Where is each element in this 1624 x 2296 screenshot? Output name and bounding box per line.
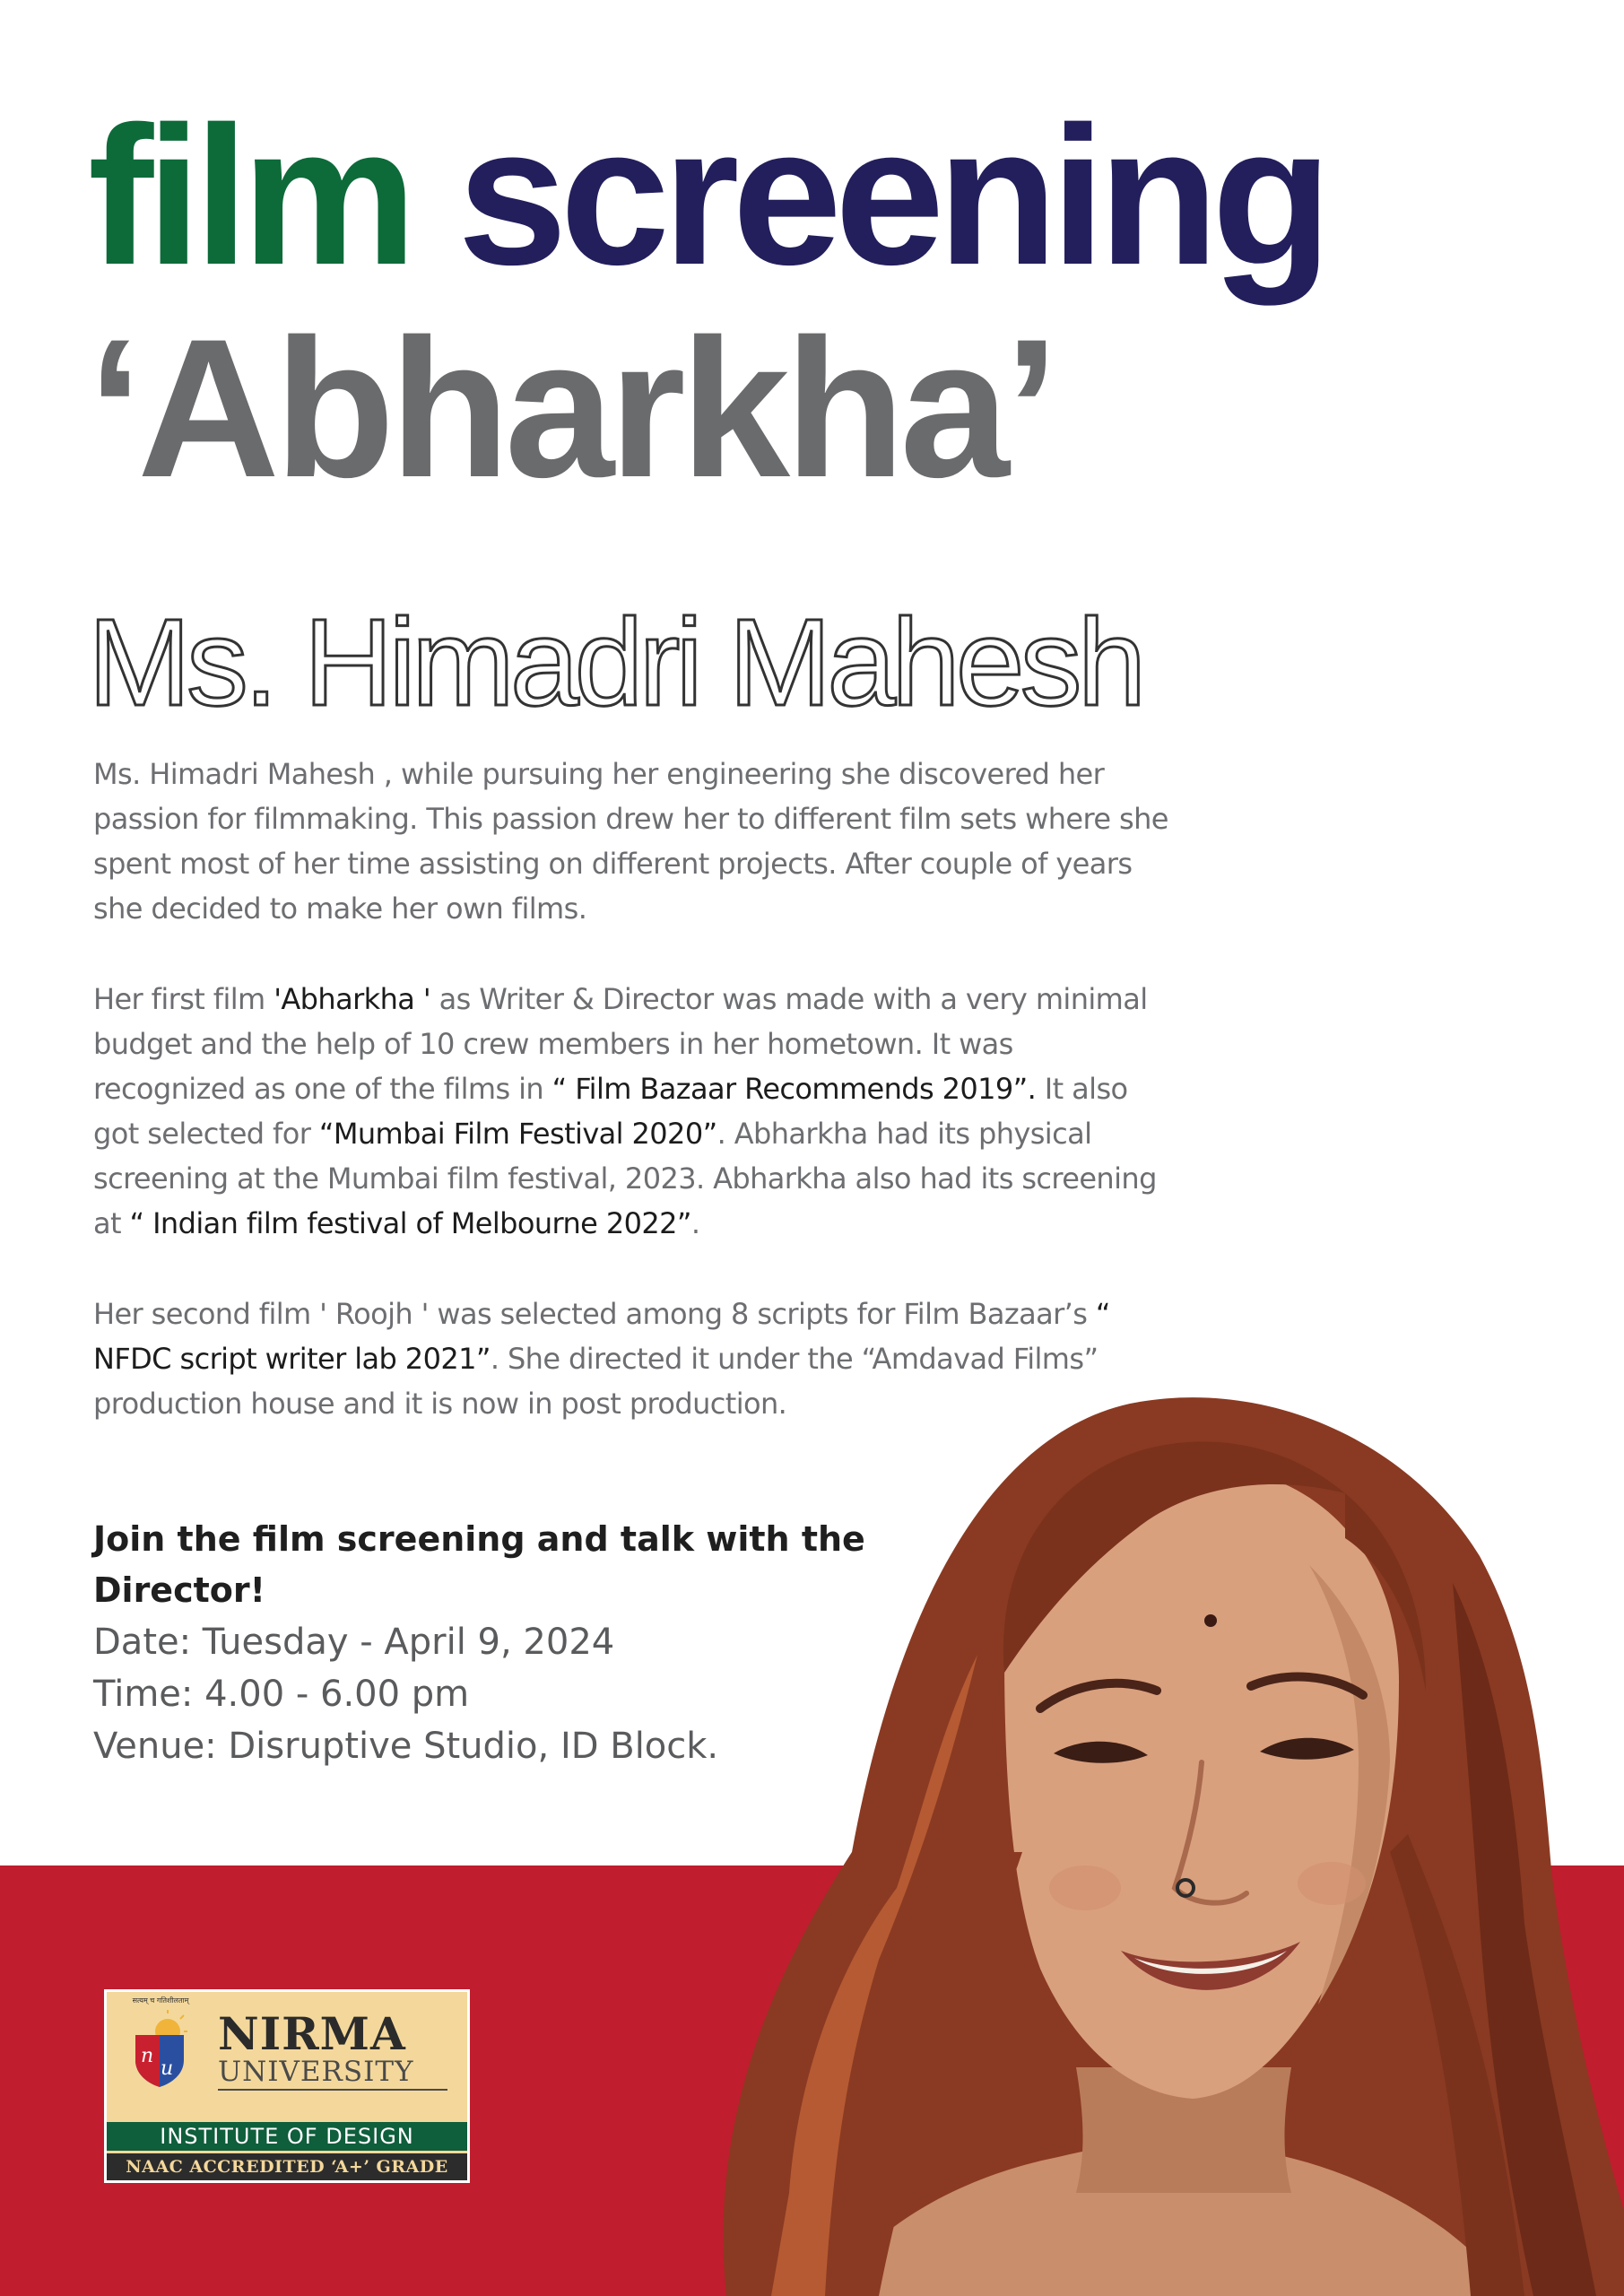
bio-paragraph-2 <box>93 977 1169 1246</box>
award-nfdc-lab: “ NFDC script writer lab 2021” <box>93 1297 1110 1376</box>
bio-text: as Writer & Director was made with a very minimal budget and the help of 10 crew members in her hometown. It was recognized as one of the films in <box>93 982 1148 1106</box>
title-word-screening: screening <box>457 85 1325 306</box>
logo-divider <box>218 2089 447 2091</box>
bio-text: . <box>690 1206 700 1240</box>
film-name: ‘Abharkha’ <box>88 298 1054 518</box>
director-portrait <box>502 1386 1624 2296</box>
svg-text:u: u <box>161 2057 174 2080</box>
logo-institute-of-design: INSTITUTE OF DESIGN <box>107 2122 467 2151</box>
logo-naac-accreditation: NAAC ACCREDITED ‘A+’ GRADE <box>107 2153 467 2180</box>
award-melbourne-festival: “ Indian film festival of Melbourne 2022” <box>129 1206 691 1240</box>
shield-emblem-icon <box>132 2010 187 2087</box>
bio-paragraph-1: Ms. Himadri Mahesh , while pursuing her engineering she discovered her passion for filmmaking. This passion drew her to different film sets where she spent most of her time assisting on different projects. After couple of years she decided to make her own films. <box>93 757 1168 926</box>
film-title-abharkha: 'Abharkha ' <box>274 982 431 1016</box>
bio-text: . She directed it under the “Amdavad Films” production house and it is now in post production. <box>93 1342 1099 1421</box>
poster-title <box>88 85 1325 306</box>
director-name: Ms. Himadri Mahesh <box>88 594 1142 732</box>
bio-text: Her second film ' Roojh ' was selected among 8 scripts for Film Bazaar’s <box>93 1297 1096 1331</box>
event-venue: Venue: Disruptive Studio, ID Block. <box>93 1726 719 1767</box>
award-mumbai-film-festival: “Mumbai Film Festival 2020” <box>318 1117 717 1151</box>
event-date: Date: Tuesday - April 9, 2024 <box>93 1622 615 1663</box>
bio-text: Her first film <box>93 982 274 1016</box>
title-word-film: film <box>88 85 411 306</box>
logo-university-text: UNIVERSITY <box>218 2056 414 2088</box>
logo-nirma-text: NIRMA <box>218 2007 406 2060</box>
bio-text: It also got selected for <box>93 1072 1128 1151</box>
event-time: Time: 4.00 - 6.00 pm <box>93 1674 470 1715</box>
nirma-university-logo <box>104 1989 470 2183</box>
logo-motto: सत्यम् च गतिशीलताम् <box>132 1996 189 2005</box>
call-to-action: Join the film screening and talk with the Director! <box>93 1519 865 1610</box>
svg-text:n: n <box>141 2045 154 2067</box>
bio-text: . Abharkha had its physical screening at the Mumbai film festival, 2023. Abharkha also had its screening at <box>93 1117 1157 1240</box>
logo-panel <box>107 1992 467 2180</box>
award-film-bazaar: “ Film Bazaar Recommends 2019”. <box>551 1072 1037 1106</box>
